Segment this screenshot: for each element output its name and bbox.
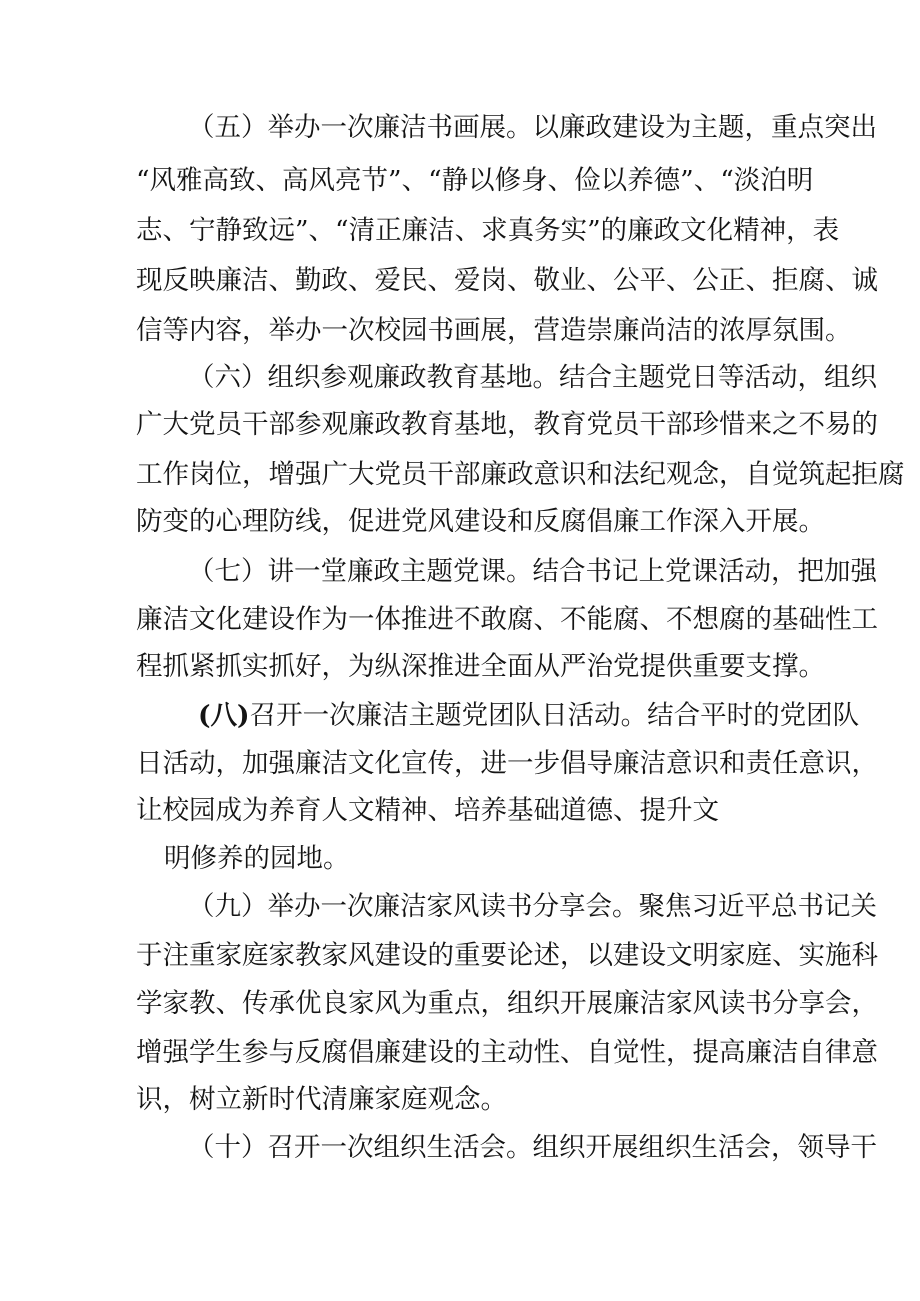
paragraph-line: 增强学生参与反腐倡廉建设的主动性、自觉性，提高廉洁自律意 [136, 1037, 878, 1068]
paragraph-line: 学家教、传承优良家风为重点，组织开展廉洁家风读书分享会， [136, 988, 878, 1019]
paragraph-line: “风雅高致、高风亮节”、“静以修身、俭以养德”、“淡泊明 [136, 165, 814, 196]
paragraph-line: 志、宁静致远”、“清正廉洁、求真务实”的廉政文化精神，表 [136, 215, 840, 246]
paragraph-line: 让校园成为养育人文精神、培养基础道德、提升文 [136, 795, 719, 826]
paragraph-line: 明修养的园地。 [164, 843, 350, 874]
paragraph-line: 防变的心理防线，促进党风建设和反腐倡廉工作深入开展。 [136, 506, 825, 537]
paragraph-line: 信等内容，举办一次校园书画展，营造崇廉尚洁的浓厚氛围。 [136, 315, 852, 346]
paragraph-line: 日活动，加强廉洁文化宣传，进一步倡导廉洁意识和责任意识， [136, 748, 878, 779]
paragraph-line: 现反映廉洁、勤政、爱民、爱岗、敬业、公平、公正、拒腐、诚 [136, 265, 878, 296]
paragraph-number: (八) [198, 700, 250, 731]
paragraph-line: （六）组织参观廉政教育基地。结合主题党日等活动，组织 [188, 362, 877, 393]
paragraph-line: 程抓紧抓实抓好，为纵深推进全面从严治党提供重要支撑。 [136, 651, 825, 682]
paragraph-line [198, 696, 860, 736]
paragraph-line: （十）召开一次组织生活会。组织开展组织生活会，领导干 [188, 1132, 877, 1163]
paragraph-line: 工作岗位，增强广大党员干部廉政意识和法纪观念，自觉筑起拒腐 [136, 459, 905, 490]
paragraph-text: 召开一次廉洁主题党团队日活动。结合平时的党团队 [249, 700, 860, 731]
paragraph-line: 于注重家庭家教家风建设的重要论述，以建设文明家庭、实施科 [136, 940, 878, 971]
paragraph-line: 廉洁文化建设作为一体推进不敢腐、不能腐、不想腐的基础性工 [136, 604, 878, 635]
paragraph-line: （七）讲一堂廉政主题党课。结合书记上党课活动，把加强 [188, 556, 877, 587]
paragraph-line: （九）举办一次廉洁家风读书分享会。聚焦习近平总书记关 [188, 891, 877, 922]
paragraph-line: 广大党员干部参观廉政教育基地，教育党员干部珍惜来之不易的 [136, 409, 878, 440]
paragraph-line: （五）举办一次廉洁书画展。以廉政建设为主题，重点突出 [188, 112, 877, 143]
paragraph-line: 识，树立新时代清廉家庭观念。 [136, 1084, 507, 1115]
